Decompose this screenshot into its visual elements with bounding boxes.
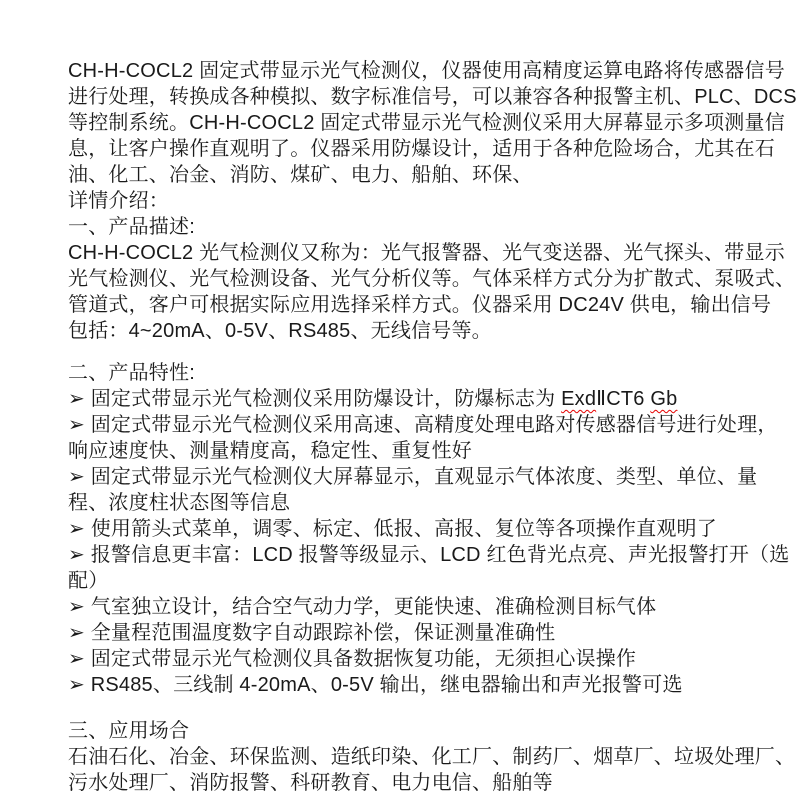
text-segment: 程、浓度柱状态图等信息 [68,492,291,514]
feature-item-line [68,568,736,594]
intro-paragraph-line [68,84,797,110]
feature-item-line [68,464,758,490]
text-segment: 光气检测仪、光气检测设备、光气分析仪等。气体采样方式分为扩散式、泵吸式、 [68,268,796,290]
product-description-line [68,266,796,292]
section-2-heading-line [68,360,736,386]
text-segment: 污水处理厂、消防报警、科研教育、电力电信、船舶等 [68,772,553,794]
feature-item-line [68,620,736,646]
text-segment: 等控制系统。CH-H-COCL2 固定式带显示光气检测仪采用大屏幕显示多项测量信 [68,112,785,134]
section-3-heading-line [68,718,736,744]
feature-item-line [68,594,736,620]
application-list-line [68,744,796,770]
text-segment: 油、化工、冶金、消防、煤矿、电力、船舶、环保、 [68,164,533,186]
intro-paragraph-line [68,58,785,84]
feature-item-line [68,490,736,516]
paragraph-spacer [68,344,736,360]
text-segment: 管道式，客户可根据实际应用选择采样方式。仪器采用 DC24V 供电，输出信号 [68,294,772,316]
text-segment: ➢ 固定式带显示光气检测仪大屏幕显示，直观显示气体浓度、类型、单位、量 [68,466,758,488]
intro-paragraph-line [68,162,736,188]
text-segment: 进行处理，转换成各种模拟、数字标准信号，可以兼容各种报警主机、PLC、DCS [68,86,797,108]
feature-item-line [68,412,778,438]
text-segment: ⅡCT6 [596,388,651,410]
text-segment: 二、产品特性: [68,362,195,384]
feature-item-line [68,438,736,464]
feature-item-line [68,542,790,568]
product-description-line [68,318,736,344]
spellcheck-underlined-word: Gb [650,388,678,410]
feature-item-line [68,646,736,672]
text-segment: ➢ 固定式带显示光气检测仪具备数据恢复功能，无须担心误操作 [68,648,637,670]
text-segment: ➢ 固定式带显示光气检测仪采用防爆设计，防爆标志为 [68,388,562,410]
intro-paragraph-line [68,136,775,162]
text-segment: 石油石化、冶金、环保监测、造纸印染、化工厂、制药厂、烟草厂、垃圾处理厂、 [68,746,796,768]
text-segment: 一、产品描述: [68,216,195,238]
feature-item-line [68,516,736,542]
section-1-heading-line [68,214,736,240]
text-segment: CH-H-COCL2 固定式带显示光气检测仪，仪器使用高精度运算电路将传感器信号 [68,60,785,82]
intro-paragraph-line [68,110,785,136]
text-segment: ➢ 固定式带显示光气检测仪采用高速、高精度处理电路对传感器信号进行处理， [68,414,778,436]
text-segment: 包括：4~20mA、0-5V、RS485、无线信号等。 [68,320,492,342]
text-segment: ➢ 使用箭头式菜单，调零、标定、低报、高报、复位等各项操作直观明了 [68,518,717,540]
text-segment: 详情介绍： [68,190,169,212]
text-segment: ➢ 气室独立设计，结合空气动力学，更能快速、准确检测目标气体 [68,596,657,618]
text-segment: ➢ 全量程范围温度数字自动跟踪补偿，保证测量准确性 [68,622,556,644]
text-segment: ➢ 报警信息更丰富：LCD 报警等级显示、LCD 红色背光点亮、声光报警打开（选 [68,544,790,566]
feature-item-line [68,672,736,698]
product-description-line [68,240,785,266]
text-segment: ➢ RS485、三线制 4-20mA、0-5V 输出，继电器输出和声光报警可选 [68,674,683,696]
application-list-line [68,770,736,796]
product-description-line [68,292,772,318]
paragraph-spacer [68,698,736,718]
feature-item-line [68,386,736,412]
text-segment: 三、应用场合 [68,720,190,742]
details-intro-line [68,188,736,214]
text-segment: 息，让客户操作直观明了。仪器采用防爆设计，适用于各种危险场合，尤其在石 [68,138,775,160]
spellcheck-underlined-word: Exd [561,388,597,410]
text-segment: CH-H-COCL2 光气检测仪又称为：光气报警器、光气变送器、光气探头、带显示 [68,242,785,264]
document-text [68,58,797,796]
text-segment: 响应速度快、测量精度高，稳定性、重复性好 [68,440,472,462]
text-segment: 配） [68,570,109,592]
